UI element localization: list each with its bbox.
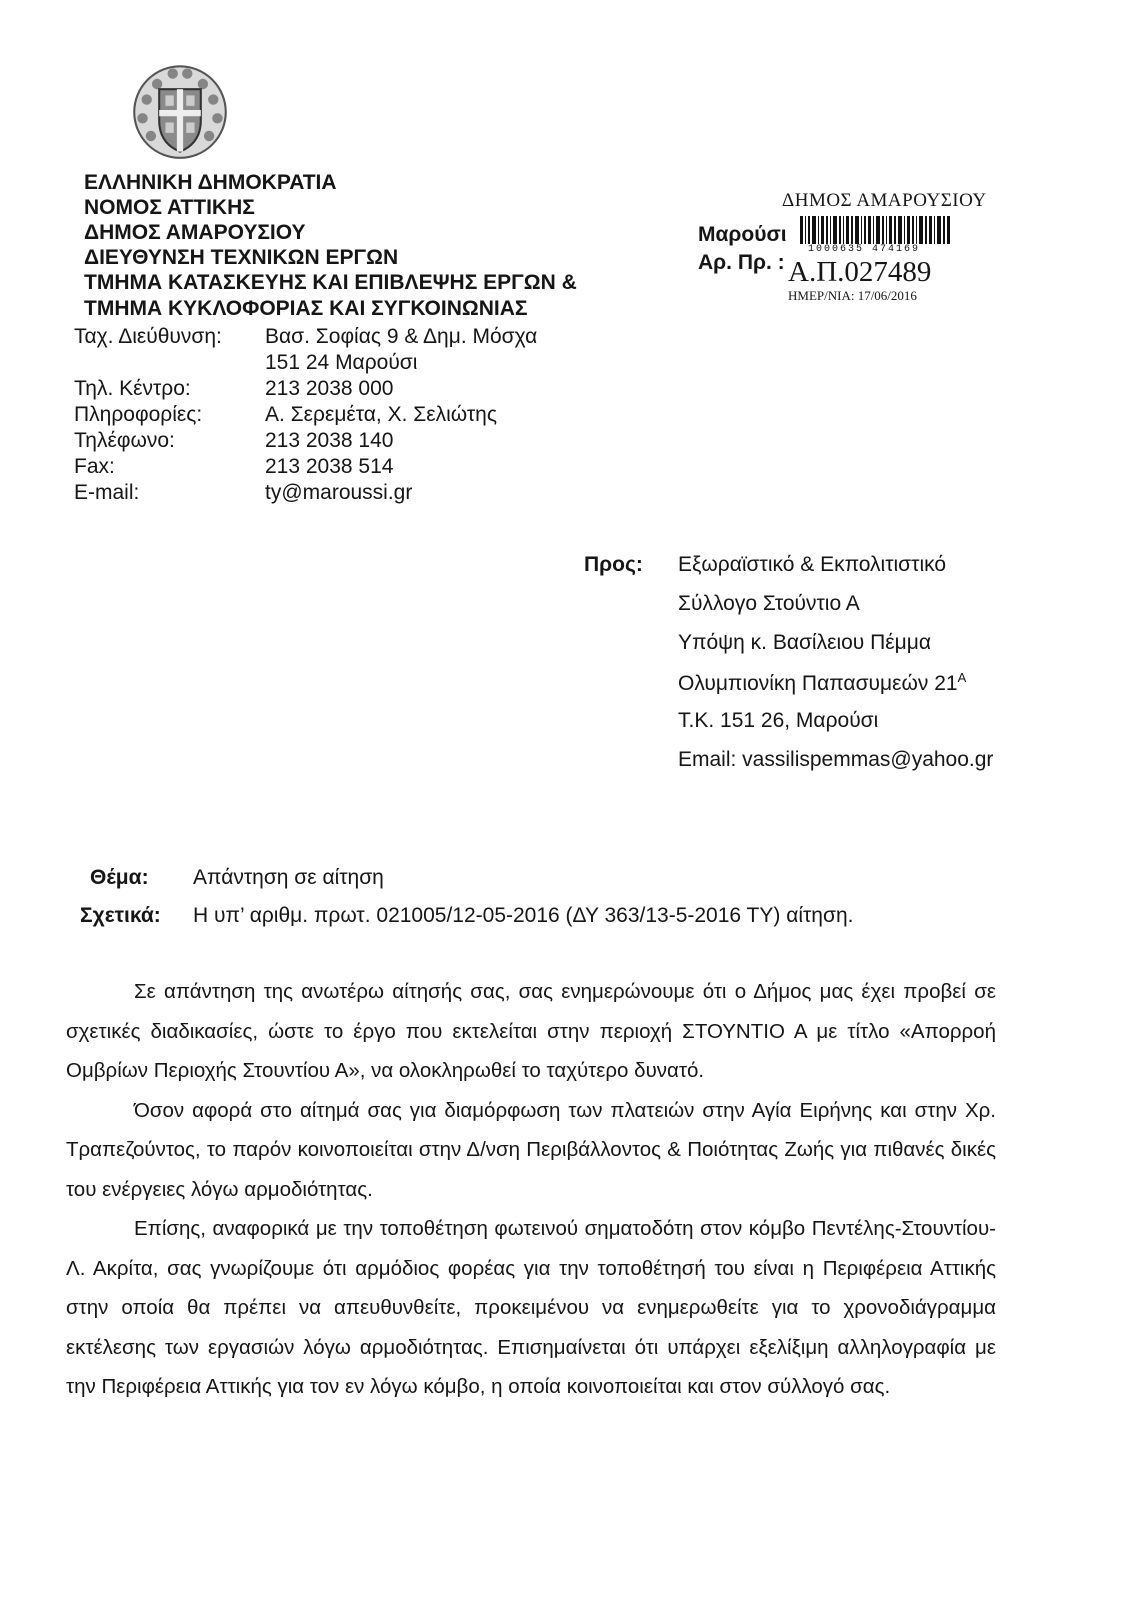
contact-value: Βασ. Σοφίας 9 & Δημ. Μόσχα xyxy=(265,325,538,348)
contact-label: Τηλ. Κέντρο: xyxy=(74,377,191,400)
body-paragraph: Επίσης, αναφορικά με την τοποθέτηση φωτεινού σηματοδότη στον κόμβο Πεντέλης-Στουντίου-Λ. Ακρίτα, σας γνωρίζουμε ότι αρμόδιος φορέας για την τοποθέτησή του είναι η Περιφέρεια Αττικής στην οποία θα πρέπει να απευθυνθείτε, προκειμένου να ενημερωθείτε για το χρονοδιάγραμμα εκτέλεσης των εργασιών λόγω αρμοδιότητας. Επισημαίνεται ότι υπάρχει εξελίξιμη αλληλογραφία με την Περιφέρεια Αττικής για τον εν λόγω κόμβο, η οποία κοινοποιείται και στον σύλλογό σας. xyxy=(66,1217,996,1398)
contact-value: Α. Σερεμέτα, Χ. Σελιώτης xyxy=(265,403,497,426)
subject-value: Απάντηση σε αίτηση xyxy=(193,866,384,889)
contact-value: 213 2038 140 xyxy=(265,429,394,452)
header-line: ΤΜΗΜΑ ΚΥΚΛΟΦΟΡΙΑΣ ΚΑΙ ΣΥΓΚΟΙΝΩΝΙΑΣ xyxy=(84,297,528,320)
contact-label: E-mail: xyxy=(74,481,140,504)
recipient-line xyxy=(678,670,966,696)
contact-value: 213 2038 000 xyxy=(265,377,394,400)
recipient-line: Εξωραϊστικό & Εκπολιτιστικό xyxy=(678,553,947,576)
contact-email: ty@maroussi.gr xyxy=(265,481,413,504)
header-line: ΔΙΕΥΘΥΝΣΗ ΤΕΧΝΙΚΩΝ ΕΡΓΩΝ xyxy=(84,246,399,269)
contact-value: 213 2038 514 xyxy=(265,455,394,478)
body-paragraph: Σε απάντηση της ανωτέρω αίτησής σας, σας ενημερώνουμε ότι ο Δήμος μας έχει προβεί σε σχετικές διαδικασίες, ώστε το έργο που εκτελείται στην περιοχή ΣΤΟΥΝΤΙΟ Α με τίτλο «Απορροή Ομβρίων Περιοχής Στουντίου Α», να ολοκληρωθεί το ταχύτερο δυνατό. xyxy=(66,980,996,1082)
header-line: ΝΟΜΟΣ ΑΤΤΙΚΗΣ xyxy=(84,196,255,219)
header-line: ΕΛΛΗΝΙΚΗ ΔΗΜΟΚΡΑΤΙΑ xyxy=(84,171,337,194)
contact-label: Fax: xyxy=(74,455,115,478)
related-value: Η υπ’ αριθμ. πρωτ. 021005/12-05-2016 (ΔΥ 363/13-5-2016 ΤΥ) αίτηση. xyxy=(193,904,854,927)
protocol-number-label: Αρ. Πρ. : xyxy=(698,251,785,274)
protocol-number: Α.Π.027489 xyxy=(788,256,932,288)
contact-label: Πληροφορίες: xyxy=(74,403,203,426)
stamp-title: ΔΗΜΟΣ ΑΜΑΡΟΥΣΙΟΥ xyxy=(782,190,987,211)
recipient-line: Σύλλογο Στούντιο Α xyxy=(678,592,860,615)
recipient-label: Προς: xyxy=(584,553,643,576)
city-label: Μαρούσι xyxy=(698,223,787,246)
recipient-street-superscript: Α xyxy=(957,670,967,685)
header-line: ΤΜΗΜΑ ΚΑΤΑΣΚΕΥΗΣ ΚΑΙ ΕΠΙΒΛΕΨΗΣ ΕΡΓΩΝ & xyxy=(84,271,577,294)
body-paragraph: Όσον αφορά στο αίτημά σας για διαμόρφωση των πλατειών στην Αγία Ειρήνης και στην Χρ. Τραπεζούντος, το παρόν κοινοποιείται στην Δ/νση Περιβάλλοντος & Ποιότητας Ζωής για πιθανές δικές του ενέργειες λόγω αρμοδιότητας. xyxy=(66,1098,996,1201)
recipient-line: Τ.Κ. 151 26, Μαρούσι xyxy=(678,709,879,732)
header-line: ΔΗΜΟΣ ΑΜΑΡΟΥΣΙΟΥ xyxy=(84,221,306,244)
barcode-number: 1000635 474169 xyxy=(808,244,921,255)
related-label: Σχετικά: xyxy=(80,904,161,927)
subject-label: Θέμα: xyxy=(90,866,149,889)
coat-of-arms-emblem xyxy=(128,58,232,162)
stamp-date: ΗΜΕΡ/ΝΙΑ: 17/06/2016 xyxy=(788,288,917,303)
recipient-email: Email: vassilispemmas@yahoo.gr xyxy=(678,748,994,771)
contact-label: Ταχ. Διεύθυνση: xyxy=(74,325,222,348)
contact-value: 151 24 Μαρούσι xyxy=(265,351,418,374)
recipient-street: Ολυμπιονίκη Παπασυμεών 21 xyxy=(678,672,958,695)
recipient-line: Υπόψη κ. Βασίλειου Πέμμα xyxy=(678,631,931,654)
letter-body xyxy=(66,972,996,1407)
registry-stamp xyxy=(770,184,1016,306)
contact-label: Τηλέφωνο: xyxy=(74,429,175,452)
